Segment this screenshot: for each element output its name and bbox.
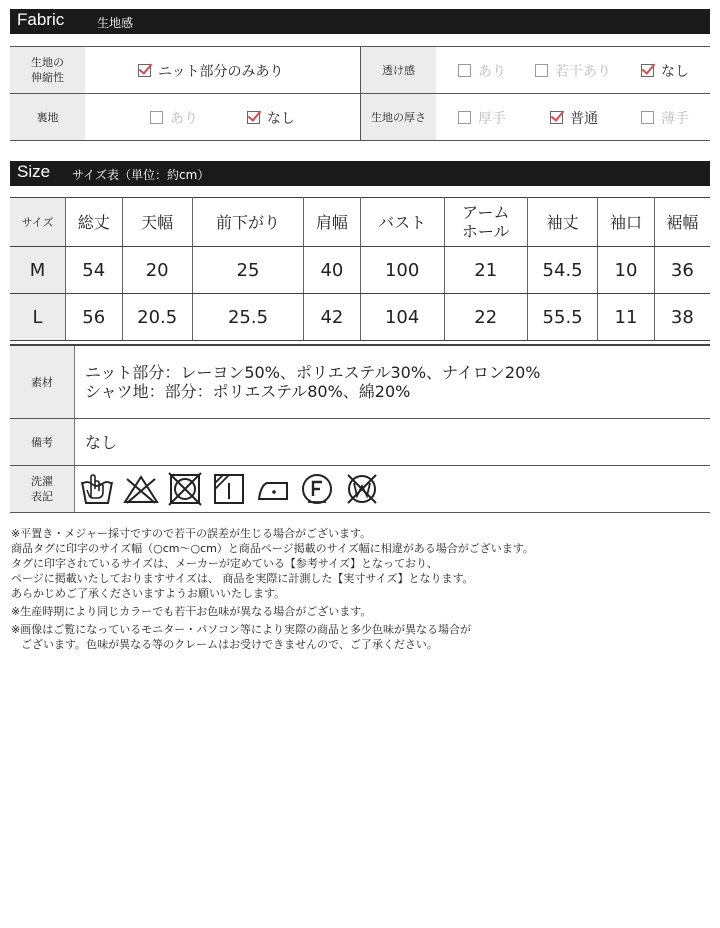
checkbox-checked-icon bbox=[138, 64, 151, 77]
stretch-label-1: 生地の bbox=[31, 56, 64, 69]
size-l: L bbox=[10, 294, 66, 341]
note-line: ※平置き・メジャー採寸ですので若干の誤差が生じる場合がございます。 bbox=[11, 527, 372, 540]
thickness-options bbox=[436, 94, 710, 141]
no-bleach-icon bbox=[123, 471, 159, 507]
hand-wash-icon bbox=[79, 471, 115, 507]
thickness-option-normal[interactable]: 普通 bbox=[550, 108, 598, 128]
thickness-option-thin[interactable]: 薄手 bbox=[641, 108, 689, 128]
table-cell: 22 bbox=[444, 294, 527, 341]
table-cell: 54.5 bbox=[527, 247, 597, 294]
table-row bbox=[10, 294, 710, 341]
size-m: M bbox=[10, 247, 66, 294]
checkbox-icon bbox=[535, 64, 548, 77]
material-value bbox=[75, 345, 711, 419]
fabric-table bbox=[10, 46, 710, 141]
size-table bbox=[10, 197, 710, 341]
table-cell: 42 bbox=[304, 294, 361, 341]
care-icons bbox=[75, 466, 711, 513]
header-top-width: 天幅 bbox=[122, 198, 192, 247]
remarks-label: 備考 bbox=[10, 419, 75, 466]
care-label bbox=[10, 466, 75, 513]
lining-label: 裏地 bbox=[10, 94, 85, 141]
sheer-option-none[interactable]: なし bbox=[641, 61, 689, 81]
notes bbox=[11, 526, 711, 652]
table-cell: 11 bbox=[598, 294, 655, 341]
table-cell: 25 bbox=[192, 247, 303, 294]
fabric-section-header bbox=[10, 9, 710, 34]
dry-clean-f-icon bbox=[299, 471, 335, 507]
note-line: ※画像はご覧になっているモニター・パソコン等により実際の商品と多少色味が異なる場合が bbox=[11, 623, 471, 636]
table-cell: 56 bbox=[66, 294, 123, 341]
checkbox-checked-icon bbox=[641, 64, 654, 77]
note-line: タグに印字されているサイズは、メーカーが定めている【参考サイズ】となっており、 bbox=[11, 557, 439, 570]
table-row bbox=[10, 247, 710, 294]
checkbox-checked-icon bbox=[550, 111, 563, 124]
table-cell: 40 bbox=[304, 247, 361, 294]
header-shoulder: 肩幅 bbox=[304, 198, 361, 247]
table-cell: 20 bbox=[122, 247, 192, 294]
sheer-label: 透け感 bbox=[361, 47, 437, 94]
note-line: ページに掲載いたしておりますサイズは、 商品を実際に計測した【実寸サイズ】となります。 bbox=[11, 572, 474, 585]
checkbox-icon bbox=[641, 111, 654, 124]
note-line: 商品タグに印字のサイズ幅（○cm〜○cm）と商品ページ掲載のサイズ幅に相違がある場合がございます。 bbox=[11, 542, 534, 555]
size-subtitle: サイズ表（単位：約cm） bbox=[72, 168, 210, 182]
header-length: 総丈 bbox=[66, 198, 123, 247]
header-hem-width: 裾幅 bbox=[654, 198, 710, 247]
header-size: サイズ bbox=[10, 198, 66, 247]
no-tumble-dry-icon bbox=[167, 471, 203, 507]
stretch-label bbox=[10, 47, 85, 94]
info-table bbox=[10, 344, 710, 513]
sheer-option-slight[interactable]: 若干あり bbox=[535, 61, 611, 81]
size-table-header bbox=[10, 198, 710, 247]
note-line: ※生産時期により同じカラーでも若干お色味が異なる場合がございます。 bbox=[11, 605, 372, 618]
header-armhole-1: アーム bbox=[461, 203, 510, 222]
table-cell: 55.5 bbox=[527, 294, 597, 341]
header-cuff: 袖口 bbox=[598, 198, 655, 247]
header-front-drop: 前下がり bbox=[192, 198, 303, 247]
fabric-row-2 bbox=[10, 94, 710, 141]
header-armhole bbox=[444, 198, 527, 247]
thickness-option-thick[interactable]: 厚手 bbox=[458, 108, 506, 128]
fabric-title: Fabric bbox=[17, 10, 65, 29]
size-section-header bbox=[10, 161, 710, 186]
table-cell: 100 bbox=[360, 247, 444, 294]
sheer-options bbox=[436, 47, 710, 94]
table-cell: 104 bbox=[360, 294, 444, 341]
line-dry-shade-icon bbox=[211, 471, 247, 507]
header-sleeve-length: 袖丈 bbox=[527, 198, 597, 247]
stretch-options bbox=[85, 47, 361, 94]
note-line: あらかじめご了承くださいますようお願いいたします。 bbox=[11, 587, 286, 600]
care-row bbox=[10, 466, 710, 513]
table-cell: 20.5 bbox=[122, 294, 192, 341]
table-cell: 21 bbox=[444, 247, 527, 294]
care-label-1: 洗濯 bbox=[31, 475, 53, 488]
material-line-2: シャツ地：部分：ポリエステル80%、綿20% bbox=[85, 382, 411, 401]
no-wet-clean-icon bbox=[344, 471, 380, 507]
material-row bbox=[10, 345, 710, 419]
thickness-label: 生地の厚さ bbox=[361, 94, 437, 141]
stretch-label-2: 伸縮性 bbox=[31, 71, 64, 84]
checkbox-icon bbox=[458, 111, 471, 124]
lining-option-yes[interactable]: あり bbox=[150, 108, 198, 128]
table-cell: 10 bbox=[598, 247, 655, 294]
table-cell: 36 bbox=[654, 247, 710, 294]
iron-low-icon bbox=[255, 471, 291, 507]
fabric-subtitle: 生地感 bbox=[97, 16, 134, 30]
lining-options bbox=[85, 94, 361, 141]
table-cell: 38 bbox=[654, 294, 710, 341]
checkbox-checked-icon bbox=[247, 111, 260, 124]
header-bust: バスト bbox=[360, 198, 444, 247]
table-cell: 54 bbox=[66, 247, 123, 294]
care-label-2: 表記 bbox=[31, 490, 53, 503]
material-line-1: ニット部分：レーヨン50%、ポリエステル30%、ナイロン20% bbox=[85, 363, 541, 382]
header-armhole-2: ホール bbox=[461, 222, 510, 241]
table-cell: 25.5 bbox=[192, 294, 303, 341]
remarks-row bbox=[10, 419, 710, 466]
size-title: Size bbox=[17, 162, 51, 181]
checkbox-icon bbox=[150, 111, 163, 124]
note-line: ございます。色味が異なる等のクレームはお受けできませんので、ご了承ください。 bbox=[21, 638, 438, 651]
sheer-option-yes[interactable]: あり bbox=[458, 61, 506, 81]
lining-option-none[interactable]: なし bbox=[247, 108, 295, 128]
material-label: 素材 bbox=[10, 345, 75, 419]
fabric-row-1 bbox=[10, 47, 710, 94]
stretch-option-knit[interactable]: ニット部分のみあり bbox=[138, 61, 283, 81]
checkbox-icon bbox=[458, 64, 471, 77]
remarks-value: なし bbox=[75, 419, 711, 466]
